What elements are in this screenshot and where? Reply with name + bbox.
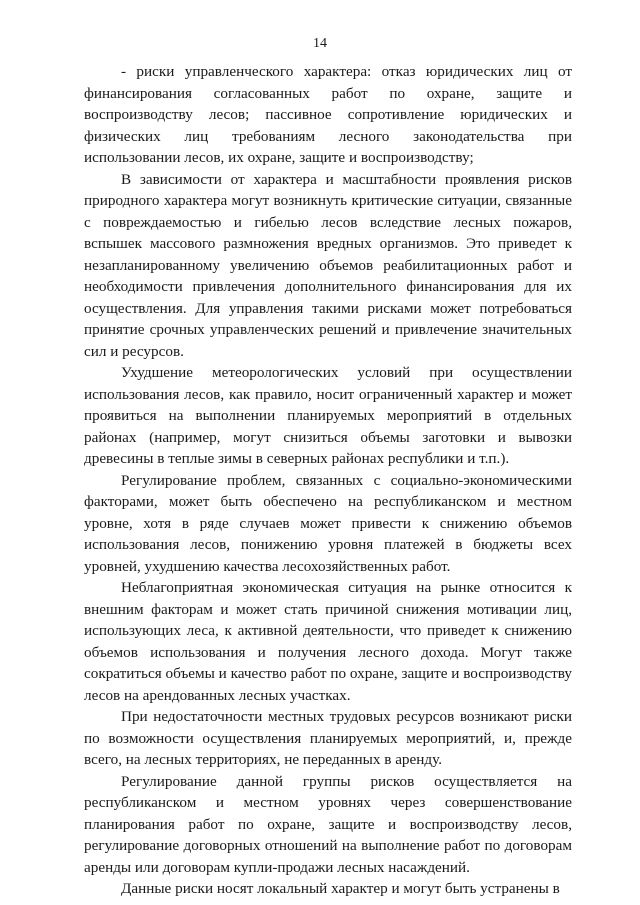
page-number: 14 <box>313 36 327 51</box>
document-body <box>84 61 572 900</box>
paragraph-regulation: Регулирование данной группы рисков осуществляется на республиканском и местном уровнях через совершенствование планирования работ по охране, защите и воспроизводству лесов, регулирование договорных отношений на выполнение работ по договорам аренды или договорам купли-продажи лесных насаждений. <box>84 772 572 876</box>
paragraph-economic-situation: Неблагоприятная экономическая ситуация на рынке относится к внешним факторам и может стать причиной снижения мотивации лиц, использующих леса, к активной деятельности, что приведет к снижению объемов использования и получения лесного дохода. Могут также сократиться объемы и качество работ по охране, защите и воспроизводству лесов на арендованных лесных участках. <box>84 579 572 704</box>
paragraph-weather-conditions: Ухудшение метеорологических условий при осуществлении использования лесов, как правило, носит ограниченный характер и может проявиться на выполнении планируемых мероприятий в отдельных районах (например, могут снизиться объемы заготовки и вывозки древесины в теплые зимы в северных районах республики и т.п.). <box>84 364 572 467</box>
paragraph-natural-risks: В зависимости от характера и масштабности проявления рисков природного характера могут возникнуть критические ситуации, связанные с повреждаемостью и гибелью лесов вследствие лесных пожаров, вспышек массового размножения вредных организмов. Это приведет к незапланированному увеличению объемов реабилитационных работ и необходимости привлечения дополнительного финансирования для их осуществления. Для управления такими рисками может потребоваться принятие срочных управленческих решений и привлечение значительных сил и ресурсов. <box>84 170 572 360</box>
paragraph-labor-resources: При недостаточности местных трудовых ресурсов возникают риски по возможности осуществления планируемых мероприятий, и, прежде всего, на лесных территориях, не переданных в аренду. <box>84 708 572 768</box>
paragraph-socioeconomic-factors: Регулирование проблем, связанных с социально-экономическими факторами, может быть обеспечено на республиканском и местном уровне, хотя в ряде случаев может привести к снижению объемов использования лесов, понижению уровня платежей в бюджеты всех уровней, ухудшению качества лесохозяйственных работ. <box>84 471 572 575</box>
paragraph-local-risks: Данные риски носят локальный характер и могут быть устранены в <box>121 880 560 897</box>
paragraph-management-risks: - риски управленческого характера: отказ юридических лиц от финансирования согласованных работ по охране, защите и воспроизводству лесов; пассивное сопротивление юридических и физических лиц требованиям лесного законодательства при использовании лесов, их охране, защите и воспроизводству; <box>84 63 572 166</box>
